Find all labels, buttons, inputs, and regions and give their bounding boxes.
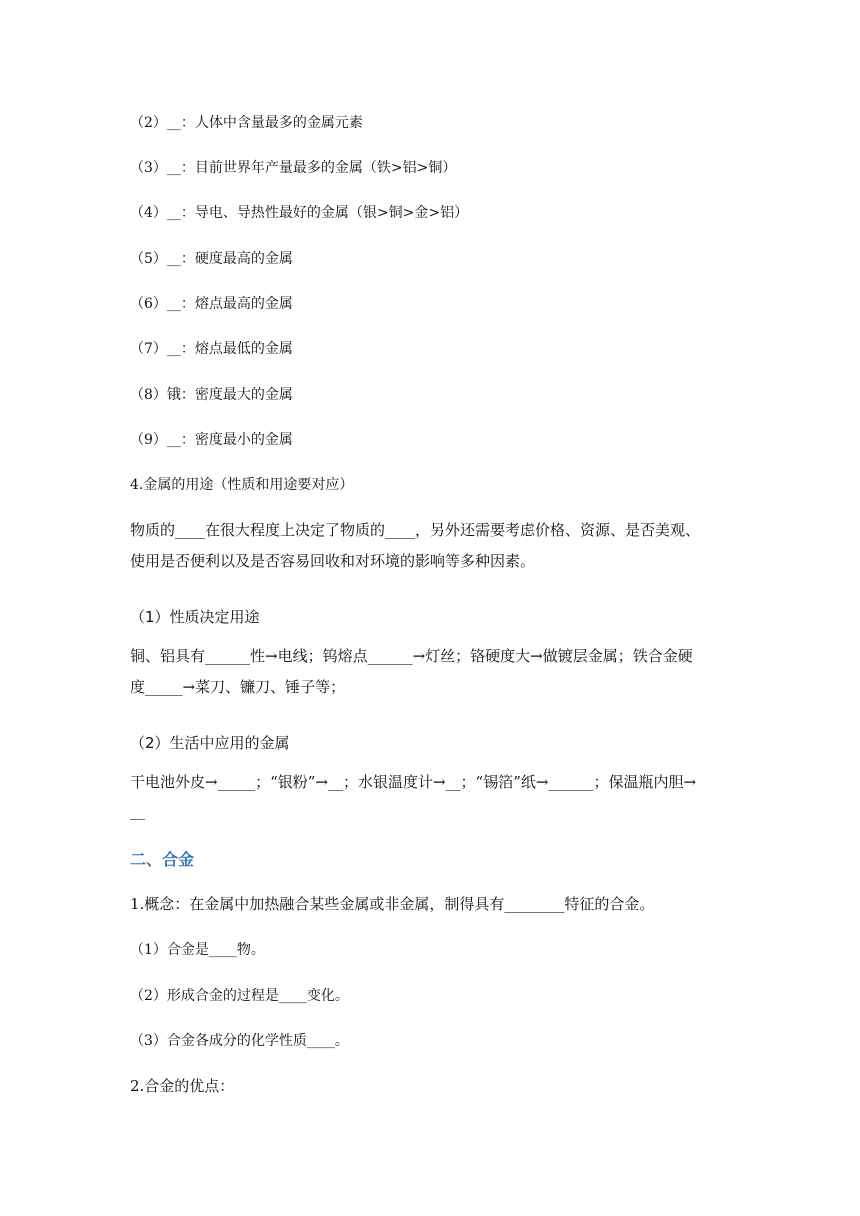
list-item: （3）__：目前世界年产量最多的金属（铁>铝>铜）	[130, 160, 457, 176]
advantages-heading: 2.合金的优点：	[130, 1077, 235, 1095]
list-item: （8）锇：密度最大的金属	[130, 387, 293, 403]
list-item: （4）__：导电、导热性最好的金属（银>铜>金>铝）	[130, 205, 469, 221]
list-item: （2）__：人体中含量最多的金属元素	[130, 115, 363, 131]
list-item: （7）__：熔点最低的金属	[130, 341, 293, 357]
subsection-title: （1）性质决定用途	[130, 608, 260, 626]
list-item: （2）形成合金的过程是____变化。	[130, 988, 349, 1004]
subsection-title: （2）生活中应用的金属	[130, 734, 290, 752]
subsection-line: __	[130, 802, 145, 820]
subsection-line: 干电池外皮→_____；“银粉”→__；水银温度计→__；“锡箔”纸→______；保温瓶内胆→	[130, 773, 697, 791]
list-item: （9）__：密度最小的金属	[130, 432, 293, 448]
list-item: （6）__：熔点最高的金属	[130, 296, 293, 312]
list-item: （3）合金各成分的化学性质____。	[130, 1033, 349, 1049]
subsection-line: 度_____→菜刀、镰刀、锤子等；	[130, 678, 346, 696]
concept-line: 1.概念：在金属中加热融合某些金属或非金属，制得具有________特征的合金。	[130, 895, 655, 913]
subsection-line: 铜、铝具有______性→电线；钨熔点______→灯丝；铬硬度大→做镀层金属；铁合金硬	[130, 647, 693, 665]
uses-paragraph-line: 使用是否便利以及是否容易回收和对环境的影响等多种因素。	[130, 552, 536, 570]
section-heading: 二、合金	[130, 850, 195, 869]
list-item: （1）合金是____物。	[130, 942, 265, 958]
uses-heading: 4.金属的用途（性质和用途要对应）	[130, 477, 354, 493]
uses-paragraph-line: 物质的____在很大程度上决定了物质的____，另外还需要考虑价格、资源、是否美观、	[130, 521, 701, 539]
list-item: （5）__：硬度最高的金属	[130, 251, 293, 267]
